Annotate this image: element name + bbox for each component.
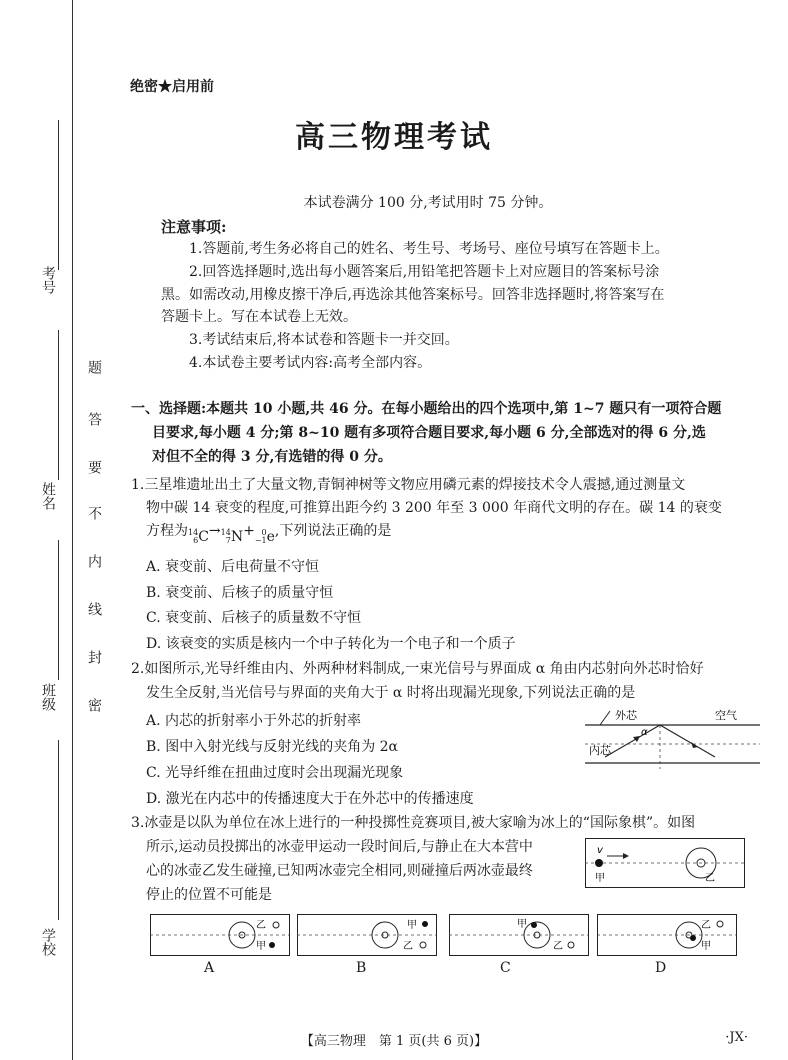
svg-text:乙: 乙 xyxy=(403,941,413,952)
seal-char: 题 xyxy=(86,360,102,374)
school-underline xyxy=(58,740,59,920)
seal-char: 内 xyxy=(86,554,102,568)
q3-stem: 3.冰壶是以队为单位在冰上进行的一种投掷性竞赛项目,被大家喻为冰上的“国际象棋”。如图 xyxy=(131,815,696,831)
choice-b-label: B xyxy=(356,960,367,976)
secret-label: 绝密★启用前 xyxy=(130,79,214,95)
svg-text:甲: 甲 xyxy=(256,941,266,952)
page-title: 高三物理考试 xyxy=(295,120,493,155)
svg-text:乙: 乙 xyxy=(553,941,563,952)
choice-d-figure xyxy=(597,914,737,956)
choice-c-figure xyxy=(449,914,589,956)
exam-info: 本试卷满分 100 分,考试用时 75 分钟。 xyxy=(303,195,553,211)
seal-char: 封 xyxy=(86,650,102,664)
choice-a-label: A xyxy=(204,960,215,976)
section-instruction-cont: 目要求,每小题 4 分;第 8~10 题有多项符合题目要求,每小题 6 分,全部选对的得 6 分,选 xyxy=(152,425,706,441)
q1-option-c: C. 衰变前、后核子的质量数不守恒 xyxy=(146,610,362,626)
page-footer: 【高三物理 第 1 页(共 6 页)】 xyxy=(300,1034,488,1049)
svg-text:甲: 甲 xyxy=(701,941,711,952)
svg-text:甲: 甲 xyxy=(407,920,417,931)
note-item-4: 4.本试卷主要考试内容:高考全部内容。 xyxy=(189,355,432,371)
name-label: 姓名 xyxy=(40,482,56,510)
note-item-2-cont: 黑。如需改动,用橡皮擦干净后,再选涂其他答案标号。回答非选择题时,将答案写在 xyxy=(161,287,665,303)
choice-b-figure xyxy=(297,914,437,956)
q1-option-a: A. 衰变前、后电荷量不守恒 xyxy=(146,559,320,575)
seal-char: 答 xyxy=(86,412,102,426)
svg-text:乙: 乙 xyxy=(701,920,711,931)
school-label: 学校 xyxy=(40,928,56,956)
svg-text:乙: 乙 xyxy=(256,920,266,931)
svg-text:甲: 甲 xyxy=(517,919,527,930)
q3-stem-end: 停止的位置不可能是 xyxy=(146,887,272,903)
q1-option-b: B. 衰变前、后核子的质量守恒 xyxy=(146,585,334,601)
choice-c-label: C xyxy=(500,960,511,976)
curling-main-figure xyxy=(585,838,745,888)
fig-air-label: 空气 xyxy=(715,709,737,722)
class-underline xyxy=(58,540,59,680)
footer-code: ·JX· xyxy=(725,1030,748,1045)
choice-d-label: D xyxy=(655,960,667,976)
binding-line xyxy=(72,0,73,1060)
exam-no-label: 考号 xyxy=(40,266,56,294)
fig-alpha-label: α xyxy=(641,727,648,738)
note-item-3: 3.考试结束后,将本试卷和答题卡一并交回。 xyxy=(189,332,459,348)
q2-option-b: B. 图中入射光线与反射光线的夹角为 2α xyxy=(146,739,398,755)
q3-stem-cont: 所示,运动员投掷出的冰壶甲运动一段时间后,与静止在大本营中 xyxy=(146,839,533,855)
nuclide-carbon: 14 6 C xyxy=(188,528,209,545)
q2-stem-cont: 发生全反射,当光信号与界面的夹角大于 α 时将出现漏光现象,下列说法正确的是 xyxy=(146,685,636,701)
q1-equation-line: 方程为 14 6 C → 14 7 N + 0 −1 e ,下列说法正确的是 xyxy=(146,520,391,548)
notes-heading: 注意事项: xyxy=(161,218,227,236)
q2-stem: 2.如图所示,光导纤维由内、外两种材料制成,一束光信号与界面成 α 角由内芯射向外芯时恰好 xyxy=(131,661,704,677)
note-item-2: 2.回答选择题时,选出每小题答案后,用铅笔把答题卡上对应题目的答案标号涂 xyxy=(189,264,660,280)
fig-inner-label: 内芯 xyxy=(589,744,611,757)
q2-option-c: C. 光导纤维在扭曲过度时会出现漏光现象 xyxy=(146,765,404,781)
choice-a-figure xyxy=(150,914,290,956)
name-underline xyxy=(58,330,59,480)
q3-stem-cont2: 心的冰壶乙发生碰撞,已知两冰壶完全相同,则碰撞后两冰壶最终 xyxy=(146,863,533,879)
seal-char: 密 xyxy=(86,698,102,712)
seal-char: 要 xyxy=(86,460,102,474)
section-instruction-end: 对但不全的得 3 分,有选错的得 0 分。 xyxy=(152,449,392,465)
q1-stem-cont: 物中碳 14 衰变的程度,可推算出距今约 3 200 年至 3 000 年商代文明的存在。碳 14 的衰变 xyxy=(146,500,722,516)
fig-outer-label: 外芯 xyxy=(615,709,637,722)
section-instruction: 一、选择题:本题共 10 小题,共 46 分。在每小题给出的四个选项中,第 1~7 题只有一项符合题 xyxy=(131,401,722,417)
q1-stem: 1.三星堆遗址出土了大量文物,青铜神树等文物应用磷元素的焊接技术令人震撼,通过测量文 xyxy=(131,477,686,493)
note-item-2-end: 答题卡上。写在本试卷上无效。 xyxy=(161,309,357,325)
note-item-1: 1.答题前,考生务必将自己的姓名、考生号、考场号、座位号填写在答题卡上。 xyxy=(189,241,669,257)
seal-char: 线 xyxy=(86,602,102,616)
q2-option-d: D. 激光在内芯中的传播速度大于在外芯中的传播速度 xyxy=(146,791,474,807)
fiber-optic-figure xyxy=(585,705,760,785)
q2-option-a: A. 内芯的折射率小于外芯的折射率 xyxy=(146,713,362,729)
fig-jia-label: 甲 xyxy=(595,873,605,884)
fig-yi-label: 乙 xyxy=(705,873,715,884)
seal-char: 不 xyxy=(86,506,102,520)
fig-velocity-label: v xyxy=(597,845,603,856)
q1-option-d: D. 该衰变的实质是核内一个中子转化为一个电子和一个质子 xyxy=(146,636,516,652)
class-label: 班级 xyxy=(40,683,56,711)
